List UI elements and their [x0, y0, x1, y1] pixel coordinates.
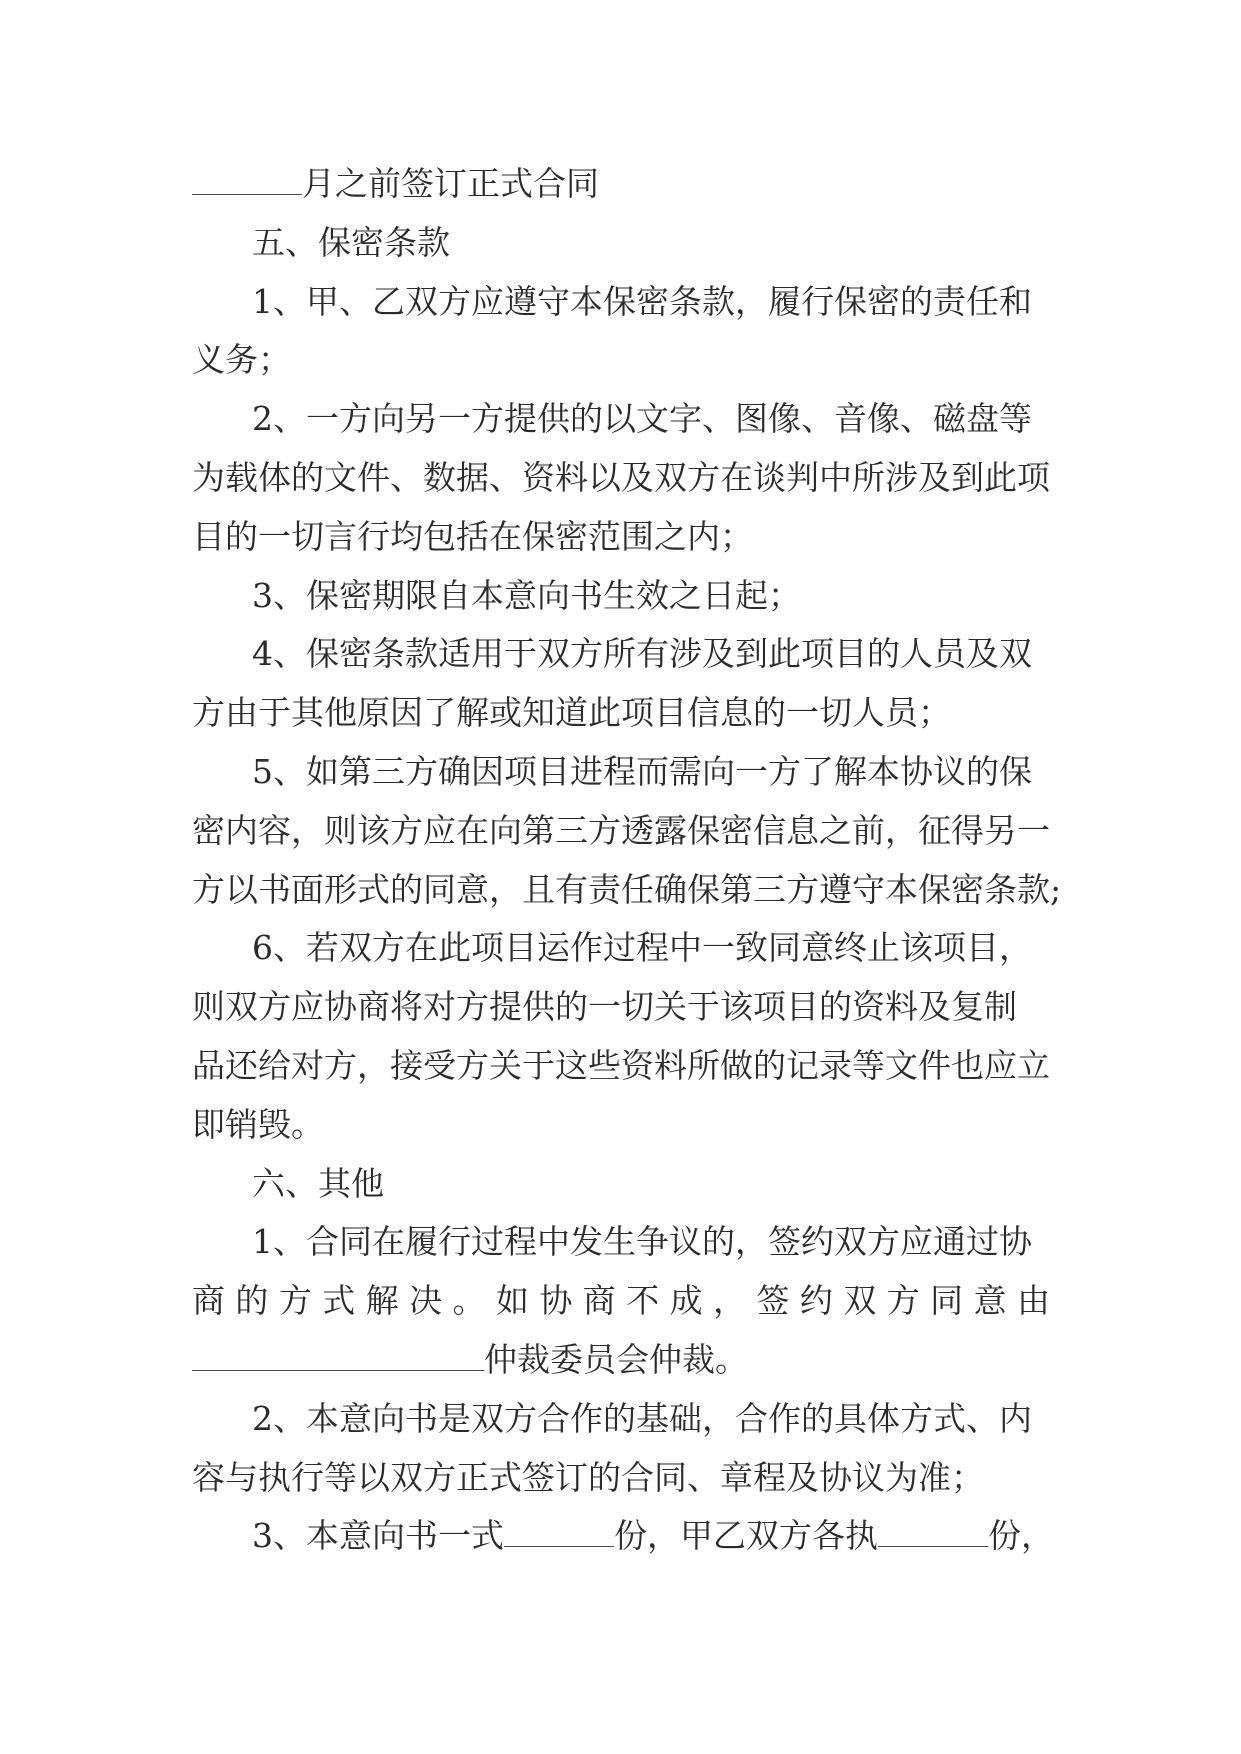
paragraph-line: 6、若双方在此项目运作过程中一致同意终止该项目，: [252, 928, 1032, 968]
fill-in-blank: [504, 1518, 614, 1547]
document-body: [192, 155, 1062, 1566]
paragraph-line: 1、合同在履行过程中发生争议的，签约双方应通过协: [252, 1222, 1032, 1262]
fill-in-blank: [192, 166, 302, 195]
paragraph-line: 仲裁委员会仲裁。: [192, 1331, 1050, 1390]
paragraph-line: 方以书面形式的同意，且有责任确保第三方遵守本保密条款;: [192, 869, 1062, 909]
paragraph-line: 5、如第三方确因项目进程而需向一方了解本协议的保: [252, 751, 1032, 791]
paragraph-line: 为载体的文件、数据、资料以及双方在谈判中所涉及到此项: [192, 457, 1050, 497]
paragraph-line-justified: 商的方式解决。如协商不成，签约双方同意由: [192, 1281, 1050, 1321]
paragraph-line: 容与执行等以双方正式签订的合同、章程及协议为准；: [192, 1457, 984, 1497]
paragraph-line: 目的一切言行均包括在保密范围之内；: [192, 516, 753, 556]
paragraph-line: 品还给对方，接受方关于这些资料所做的记录等文件也应立: [192, 1045, 1050, 1085]
paragraph-line: 即销毁。: [192, 1104, 324, 1144]
paragraph-line: 义务；: [192, 340, 291, 380]
paragraph-line: 2、一方向另一方提供的以文字、图像、音像、磁盘等: [252, 399, 1032, 439]
paragraph-line: 1、甲、乙双方应遵守本保密条款，履行保密的责任和: [252, 281, 1032, 321]
paragraph-line: 3、保密期限自本意向书生效之日起；: [252, 575, 801, 615]
paragraph-line: 3、本意向书一式 份，甲乙双方各执 份，: [252, 1516, 1054, 1556]
paragraph-line: 方由于其他原因了解或知道此项目信息的一切人员；: [192, 693, 951, 733]
paragraph-line: 则双方应协商将对方提供的一切关于该项目的资料及复制: [192, 987, 1017, 1027]
paragraph-line: 2、本意向书是双方合作的基础，合作的具体方式、内: [252, 1398, 1032, 1438]
fill-in-blank: [878, 1518, 988, 1547]
paragraph-line: 密内容，则该方应在向第三方透露保密信息之前，征得另一: [192, 810, 1050, 850]
section-heading-other: 六、其他: [252, 1163, 384, 1203]
fill-in-blank: [192, 1342, 484, 1371]
paragraph-line: 4、保密条款适用于双方所有涉及到此项目的人员及双: [252, 634, 1032, 674]
paragraph-line: 月之前签订正式合同: [192, 155, 1050, 214]
section-heading-confidentiality: 五、保密条款: [252, 222, 450, 262]
